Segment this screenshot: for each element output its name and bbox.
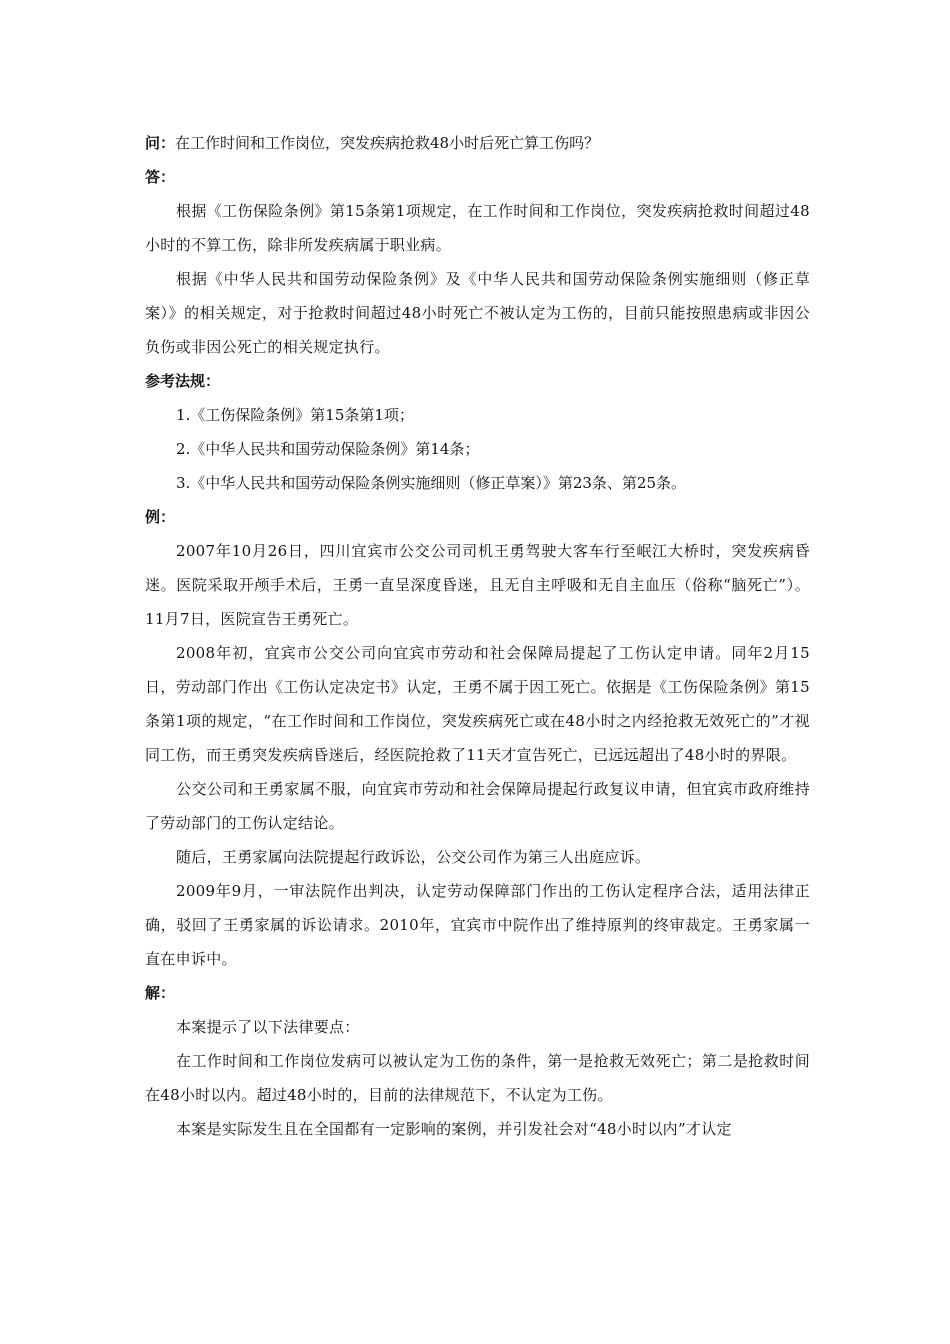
example-paragraph: 随后，王勇家属向法院提起行政诉讼，公交公司作为第三人出庭应诉。 [176, 848, 651, 866]
reference-item: 3.《中华人民共和国劳动保险条例实施细则（修正草案）》第23条、第25条。 [176, 474, 686, 492]
example-paragraph: 2009年9月，一审法院作出判决，认定劳动保障部门作出的工伤认定程序合法，适用法律正确，驳回了王勇家属的诉讼请求。2010年，宜宾市中院作出了维持原判的终审裁定。王勇家属一直在申诉中。 [145, 882, 810, 968]
analysis-paragraph: 本案提示了以下法律要点： [176, 1018, 360, 1036]
answer-heading: 答： [145, 168, 176, 186]
analysis-paragraph: 在工作时间和工作岗位发病可以被认定为工伤的条件，第一是抢救无效死亡；第二是抢救时间在48小时以内。超过48小时的，目前的法律规范下，不认定为工伤。 [145, 1052, 810, 1104]
question-text: 在工作时间和工作岗位，突发疾病抢救48小时后死亡算工伤吗？ [175, 134, 600, 152]
example-heading: 例： [145, 508, 176, 526]
example-paragraph: 2007年10月26日，四川宜宾市公交公司司机王勇驾驶大客车行至岷江大桥时，突发疾病昏迷。医院采取开颅手术后，王勇一直呈深度昏迷，且无自主呼吸和无自主血压（俗称“脑死亡”）。11月7日，医院宣告王勇死亡。 [145, 542, 810, 628]
analysis-paragraph: 本案是实际发生且在全国都有一定影响的案例，并引发社会对“48小时以内”才认定 [176, 1120, 732, 1138]
analysis-heading: 解： [145, 984, 176, 1002]
example-paragraph: 公交公司和王勇家属不服，向宜宾市劳动和社会保障局提起行政复议申请，但宜宾市政府维持了劳动部门的工伤认定结论。 [145, 780, 810, 832]
question-line [145, 126, 810, 160]
answer-paragraph: 根据《工伤保险条例》第15条第1项规定，在工作时间和工作岗位，突发疾病抢救时间超过48小时的不算工伤，除非所发疾病属于职业病。 [145, 202, 810, 254]
example-paragraph: 2008年初，宜宾市公交公司向宜宾市劳动和社会保障局提起了工伤认定申请。同年2月15日，劳动部门作出《工伤认定决定书》认定，王勇不属于因工死亡。依据是《工伤保险条例》第15条第1项的规定，“在工作时间和工作岗位，突发疾病死亡或在48小时之内经抢救无效死亡的”才视同工伤，而王勇突发疾病昏迷后，经医院抢救了11天才宣告死亡，已远远超出了48小时的界限。 [145, 644, 810, 764]
reference-item: 2.《中华人民共和国劳动保险条例》第14条； [176, 440, 480, 458]
answer-paragraph: 根据《中华人民共和国劳动保险条例》及《中华人民共和国劳动保险条例实施细则（修正草案）》的相关规定，对于抢救时间超过48小时死亡不被认定为工伤的，目前只能按照患病或非因公负伤或非因公死亡的相关规定执行。 [145, 270, 810, 356]
reference-item: 1.《工伤保险条例》第15条第1项； [176, 406, 414, 424]
document-body [145, 126, 810, 1146]
references-heading: 参考法规： [145, 372, 221, 390]
question-label: 问： [145, 134, 176, 152]
